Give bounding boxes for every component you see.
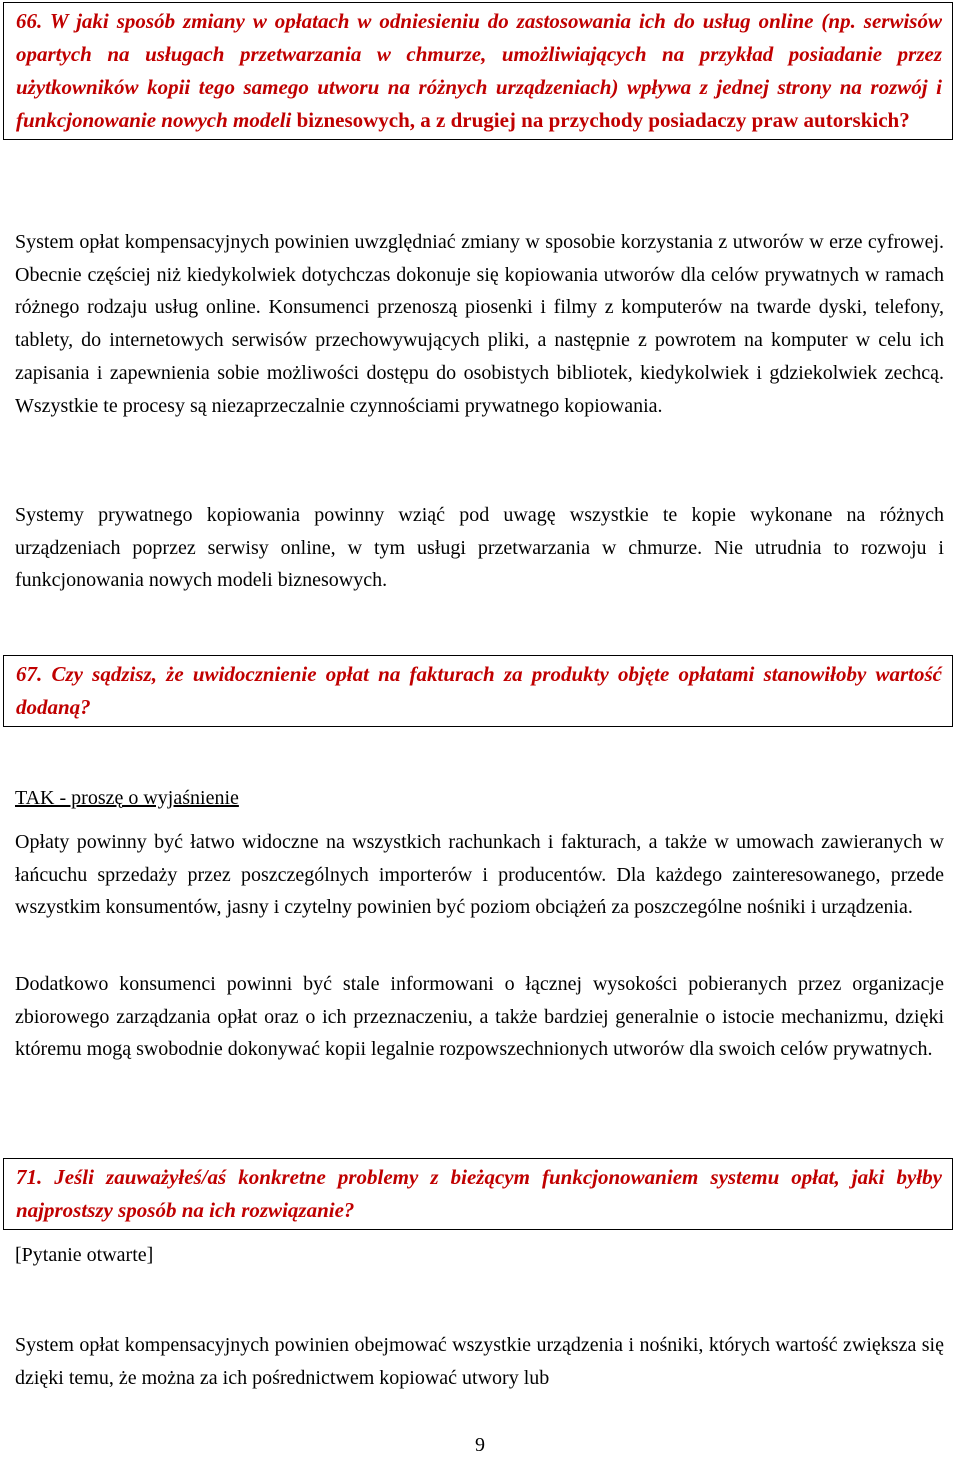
question-66-text-tail: biznesowych, a z drugiej na przychody posiadaczy praw autorskich?	[296, 108, 910, 132]
answer-71-paragraph-1: System opłat kompensacyjnych powinien obejmować wszystkie urządzenia i nośniki, których wartość zwiększa się dzięki temu, że można za ich pośrednictwem kopiować utwory lub	[15, 1334, 944, 1389]
question-66-box	[3, 2, 953, 140]
answer-71-type: [Pytanie otwarte]	[15, 1244, 154, 1266]
answer-67-paragraph-2: Dodatkowo konsumenci powinni być stale informowani o łącznej wysokości pobieranych przez organizacje zbiorowego zarządzania opłat oraz o ich przeznaczeniu, a także bardziej generalnie o istocie mechanizmu, dzięki któremu mogą swobodnie dokonywać kopii legalnie rozpowszechnionych utworów dla swoich celów prywatnych.	[15, 973, 944, 1061]
answer-67-paragraph-1: Opłaty powinny być łatwo widoczne na wszystkich rachunkach i fakturach, a także w umowach zawieranych w łańcuchu sprzedaży przez poszczególnych importerów i producentów. Dla każdego zainteresowanego, przede wszystkim konsumentów, jasny i czytelny powinien być poziom obciążeń za poszczególne nośniki i urządzenia.	[15, 831, 944, 919]
answer-67-choice-label: TAK - proszę o wyjaśnienie	[15, 787, 239, 809]
question-67-text: 67. Czy sądzisz, że uwidocznienie opłat na fakturach za produkty objęte opłatami stanowiłoby wartość dodaną?	[16, 662, 942, 719]
question-71-box	[3, 1158, 953, 1230]
question-67-box	[3, 655, 953, 727]
question-66-text: 66. W jaki sposób zmiany w opłatach w odniesieniu do zastosowania ich do usług online (np. serwisów opartych na usługach przetwarzania w chmurze, umożliwiających na przykład posiadanie przez użytkowników kopii tego samego utworu na różnych urządzeniach) wpływa z jednej strony na rozwój i funkcjonowanie nowych modeli	[16, 9, 942, 132]
question-71-text: 71. Jeśli zauważyłeś/aś konkretne problemy z bieżącym funkcjonowaniem systemu opłat, jaki byłby najprostszy sposób na ich rozwiązanie?	[16, 1165, 942, 1222]
answer-66-paragraph-2: Systemy prywatnego kopiowania powinny wziąć pod uwagę wszystkie te kopie wykonane na różnych urządzeniach poprzez serwisy online, w tym usługi przetwarzania w chmurze. Nie utrudnia to rozwoju i funkcjonowania nowych modeli biznesowych.	[15, 504, 944, 592]
page-number: 9	[475, 1434, 485, 1456]
answer-66-paragraph-1: System opłat kompensacyjnych powinien uwzględniać zmiany w sposobie korzystania z utworów w erze cyfrowej. Obecnie częściej niż kiedykolwiek dotychczas dokonuje się kopiowania utworów dla celów prywatnych w ramach różnego rodzaju usług online. Konsumenci przenoszą piosenki i filmy z komputerów na twarde dyski, telefony, tablety, do internetowych serwisów przechowywujących pliki, a następnie z powrotem na komputer w celu ich zapisania i zapewnienia sobie możliwości dostępu do osobistych bibliotek, kiedykolwiek i gdziekolwiek zechcą. Wszystkie te procesy są niezaprzeczalnie czynnościami prywatnego kopiowania.	[15, 231, 944, 417]
